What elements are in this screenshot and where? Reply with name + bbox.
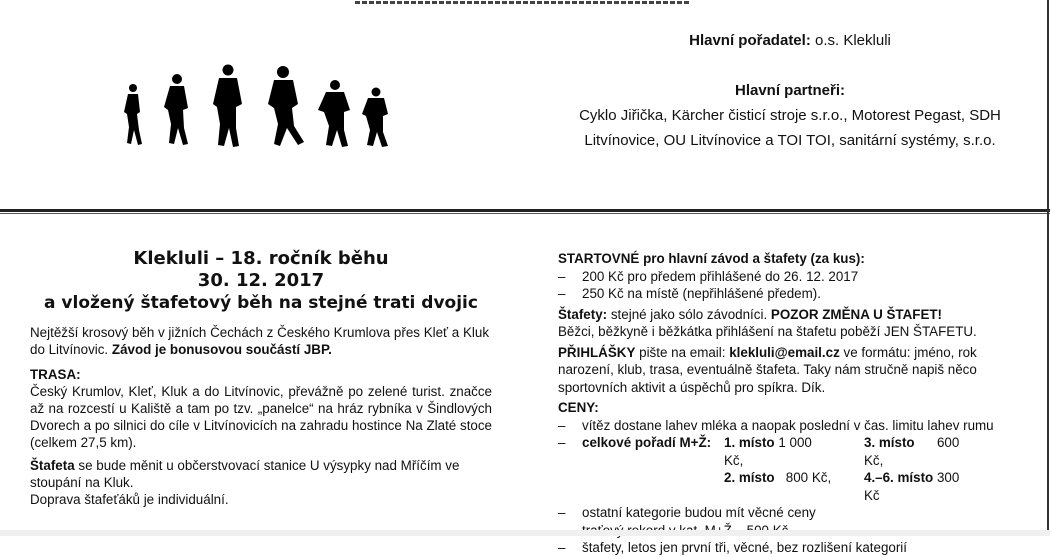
fee-item: – 200 Kč pro předem přihlášené do 26. 12. 2017 [558,268,859,284]
prihlasky-paragraph: PŘIHLÁŠKY pište na email: klekluli@email.cz ve formátu: jméno, rok narození, klub, trasa, eventuálně štafeta. Taky nám stručně napiš něco sportovních aktivit a úspěchů pro spíkra. Dík. [558,344,977,395]
page-divider [0,209,1050,212]
bottom-strip [0,530,1050,536]
ceny-heading: CENY: [558,400,599,415]
prize-item: – vítěz dostane lahev mléka a naopak poslední v čas. limitu lahev rumu [558,417,994,433]
title-line-1: Klekluli – 18. ročník běhu [133,248,389,269]
page-divider-thin [0,213,1050,214]
header-section [0,0,1050,210]
main-organizer-line [560,28,1020,53]
prize-item: – štafety, letos jen první tři, věcné, bez rozlišení kategorií [558,540,907,555]
title-date: 30. 12. 2017 [197,270,325,291]
stafety-paragraph: Štafety: stejné jako sólo závodníci. POZOR ZMĚNA U ŠTAFET! Běžci, běžkyně i běžkátka přihlášení na štafetu poběží JEN ŠTAFETU. [558,306,977,339]
event-title [30,248,492,314]
fee-item: – 250 Kč na místě (nepřihlášené předem). [558,286,821,301]
partners-line-2: Litvínovice, OU Litvínovice a TOI TOI, sanitární systémy, s.r.o. [584,132,996,149]
organizer-value: o.s. Klekluli [815,32,891,49]
stafeta-paragraph: Štafeta se bude měnit u občerstvovací stanice U výsypky nad Mříčím ve stoupání na Kluk. [30,458,460,490]
title-line-3: a vložený štafetový běh na stejné trati dvojic [44,293,478,313]
cutoff-text [355,0,690,4]
partners-label: Hlavní partneři: [734,82,846,99]
organizers-block [560,28,1020,153]
doprava-text: Doprava štafeťáků je individuální. [30,492,229,507]
trasa-label: TRASA: [30,367,81,382]
left-column [30,248,492,508]
prize-table: – celkové pořadí M+Ž: 1. místo 1 000 Kč, 3. místo 600 Kč, 2. místo 800 Kč, 4.–6. místo 300 Kč [558,435,960,503]
trasa-text: Český Krumlov, Kleť, Kluk a do Litvínovic, převážně po zelené turist. značce až na rozcestí u Kaliště a tam po tzv. „panelce“ na hráz rybníka v Šindlových Dvorech a po silnici do cíle v Litvínovicích na zahradu hostince Na Zlaté stoce (celkem 27,5 km). [30,384,492,450]
right-column [558,250,1028,557]
organizer-label: Hlavní pořadatel: [689,32,811,49]
partners-line-1: Cyklo Jiřička, Kärcher čisticí stroje s.r.o., Motorest Pegast, SDH [579,107,1001,124]
prize-item: – ostatní kategorie budou mít věcné ceny [558,505,816,520]
intro-paragraph: Nejtěžší krosový běh v jižních Čechách z Českého Krumlova přes Kleť a Kluk do Litvínovic. Závod je bonusovou součástí JBP. [30,325,490,357]
runners-silhouette [118,52,398,152]
startovne-heading: STARTOVNÉ pro hlavní závod a štafety (za kus): [558,251,865,266]
email-link[interactable]: klekluli@email.cz [729,344,840,360]
page-edge [1047,0,1049,536]
